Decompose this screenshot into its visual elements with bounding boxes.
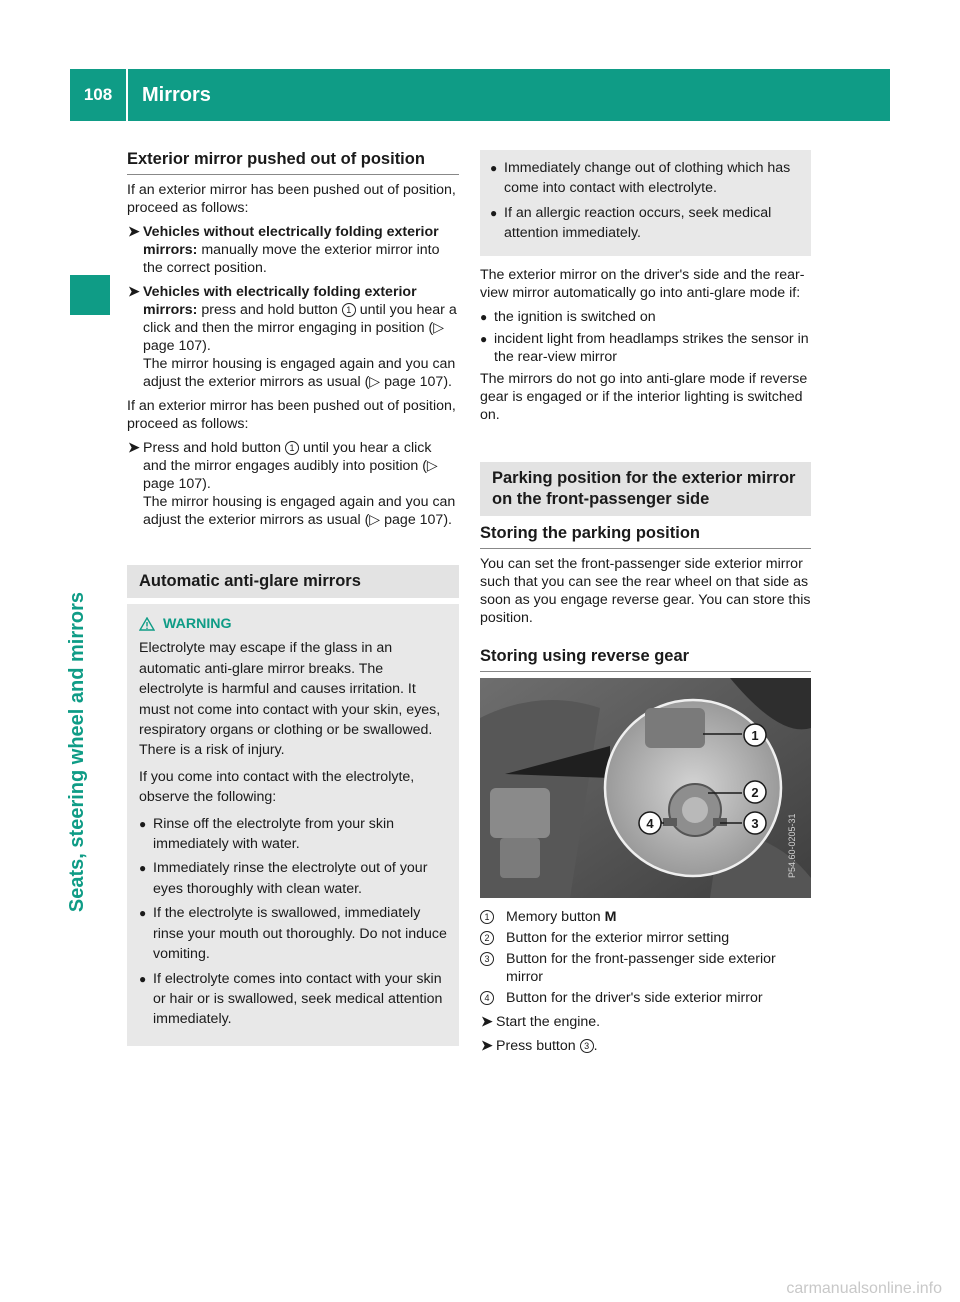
no-antiglare-paragraph: The mirrors do not go into anti-glare mode if reverse gear is engaged or if the interior lighting is switched on. [480, 370, 808, 423]
bullet-text: If an allergic reaction occurs, seek medical attention immediately. [504, 204, 772, 242]
svg-text:4: 4 [646, 815, 654, 831]
bullet-text: Immediately change out of clothing which has come into contact with electrolyte. [504, 160, 791, 197]
warning-bullet [139, 814, 447, 855]
legend-item [480, 908, 811, 926]
legend-item [480, 950, 811, 986]
page-reference-link[interactable]: ▷ page 107). [369, 374, 452, 390]
step-with-folding [127, 283, 459, 391]
warning-bullet [139, 903, 447, 964]
callout-1-icon: 1 [285, 441, 299, 455]
step-text: Press and hold button [143, 440, 285, 456]
callout-4-icon: 4 [480, 991, 494, 1005]
svg-text:1: 1 [751, 727, 759, 743]
left-column [127, 150, 459, 1046]
bullet-icon: ● [480, 309, 488, 324]
bullet-icon: ● [490, 205, 498, 220]
step-bold: Vehicles with electrically folding exterior mirrors: [143, 284, 417, 318]
bullet-text: If electrolyte comes into contact with your skin or hair or is swallowed, seek medical attention immediately. [153, 970, 443, 1028]
legend-text: Button for the exterior mirror setting [506, 929, 730, 946]
intro-paragraph: If an exterior mirror has been pushed out of position, proceed as follows: [127, 182, 456, 216]
step-text: The mirror housing is engaged again and you can adjust the exterior mirrors as usual ( [143, 356, 456, 390]
section-title: Mirrors [142, 83, 211, 106]
list-item [480, 308, 811, 326]
callout-2-icon: 2 [480, 931, 494, 945]
warning-bullet [490, 158, 801, 199]
step-arrow-icon: ➤ [481, 1013, 493, 1030]
step-start-engine [480, 1013, 811, 1031]
header-divider [126, 69, 128, 121]
warning-header [139, 614, 447, 634]
photo-code: P54.60-0205-31 [787, 813, 797, 878]
step-text: . [593, 1037, 598, 1054]
warning-continued-box [480, 150, 811, 256]
bullet-icon: ● [490, 161, 498, 175]
svg-text:3: 3 [751, 815, 759, 831]
bullet-text: Immediately rinse the electrolyte out of your eyes thoroughly with clean water. [153, 860, 428, 897]
heading-reverse-gear: Storing using reverse gear [480, 647, 811, 672]
intro-paragraph-2: If an exterior mirror has been pushed out of position, proceed as follows: [127, 398, 456, 432]
step-arrow-icon: ➤ [128, 440, 140, 456]
right-column [480, 150, 811, 1061]
heading-storing-parking: Storing the parking position [480, 524, 811, 549]
chapter-tab [70, 275, 110, 315]
bullet-text: Rinse off the electrolyte from your skin immediately with water. [153, 815, 395, 853]
warning-triangle-icon [139, 617, 155, 631]
bullet-icon: ● [480, 331, 488, 346]
step-press-hold [127, 439, 459, 529]
bullet-text: incident light from headlamps strikes the sensor in the rear-view mirror [494, 330, 809, 365]
callout-3-icon: 3 [480, 952, 494, 966]
callout-1-icon: 1 [342, 303, 356, 317]
step-text: The mirror housing is engaged again and you can adjust the exterior mirrors as usual ( [143, 494, 456, 528]
warning-box [127, 604, 459, 1046]
list-item [480, 330, 811, 366]
legend-text: Button for the front-passenger side exterior mirror [506, 950, 776, 985]
warning-bullet [490, 203, 801, 244]
callout-1-icon: 1 [480, 910, 494, 924]
antiglare-paragraph: The exterior mirror on the driver's side and the rear-view mirror automatically go into anti-glare mode if: [480, 266, 805, 301]
watermark: carmanualsonline.info [786, 1280, 942, 1297]
warning-bullet [139, 858, 447, 899]
step-without-folding [127, 223, 459, 277]
bullet-icon: ● [139, 861, 147, 876]
step-text: manually move the exterior mirror into the correct position. [143, 242, 440, 276]
door-panel-photo [480, 678, 811, 898]
svg-text:2: 2 [751, 784, 759, 800]
step-arrow-icon: ➤ [128, 284, 140, 300]
storing-paragraph: You can set the front-passenger side exterior mirror such that you can see the rear wheel on that side as soon as you engage reverse gear. You can store this position. [480, 555, 811, 626]
step-press-button [480, 1037, 811, 1055]
step-text: until you hear a click and the mirror engages audibly into position ( [143, 440, 432, 474]
bullet-text: If the electrolyte is swallowed, immediately rinse your mouth out thoroughly. Do not induce vomiting. [153, 905, 447, 963]
step-arrow-icon: ➤ [128, 224, 140, 240]
heading-antiglare: Automatic anti-glare mirrors [127, 565, 459, 598]
page-number: 108 [83, 85, 113, 104]
legend-text: Memory button [506, 908, 605, 925]
step-bold: Vehicles without electrically folding exterior mirrors: [143, 224, 439, 258]
warning-paragraph: If you come into contact with the electrolyte, observe the following: [139, 768, 415, 806]
legend-bold: M [604, 908, 617, 925]
step-text: press and hold button [197, 302, 342, 318]
legend-item [480, 989, 811, 1007]
bullet-text: the ignition is switched on [494, 308, 656, 325]
chapter-label: Seats, steering wheel and mirrors [66, 591, 88, 913]
warning-label: WARNING [163, 616, 232, 632]
page-reference-link[interactable]: ▷ page 107). [143, 458, 438, 492]
warning-bullet [139, 969, 447, 1030]
bullet-icon: ● [139, 971, 147, 986]
page-reference-link[interactable]: ▷ page 107). [369, 512, 452, 528]
legend-item [480, 929, 811, 947]
step-arrow-icon: ➤ [481, 1037, 493, 1054]
legend-text: Button for the driver's side exterior mirror [506, 989, 763, 1006]
step-text: Start the engine. [496, 1013, 601, 1030]
door-panel-illustration [480, 678, 811, 898]
page-reference-link[interactable]: ▷ page 107). [143, 320, 445, 354]
step-text: until you hear a click and then the mirror engaging in position ( [143, 302, 457, 336]
bullet-icon: ● [139, 906, 147, 921]
warning-paragraph: Electrolyte may escape if the glass in an automatic anti-glare mirror breaks. The electrolyte is harmful and causes irritation. It must not come into contact with your skin, eyes, respiratory organs or clothing or be swallowed. There is a risk of injury. [139, 640, 441, 759]
callout-3-icon: 3 [580, 1039, 594, 1053]
heading-exterior-mirror: Exterior mirror pushed out of position [127, 150, 459, 175]
heading-parking-position: Parking position for the exterior mirror on the front-passenger side [480, 462, 811, 516]
bullet-icon: ● [139, 816, 147, 831]
step-text: Press button [496, 1037, 580, 1054]
